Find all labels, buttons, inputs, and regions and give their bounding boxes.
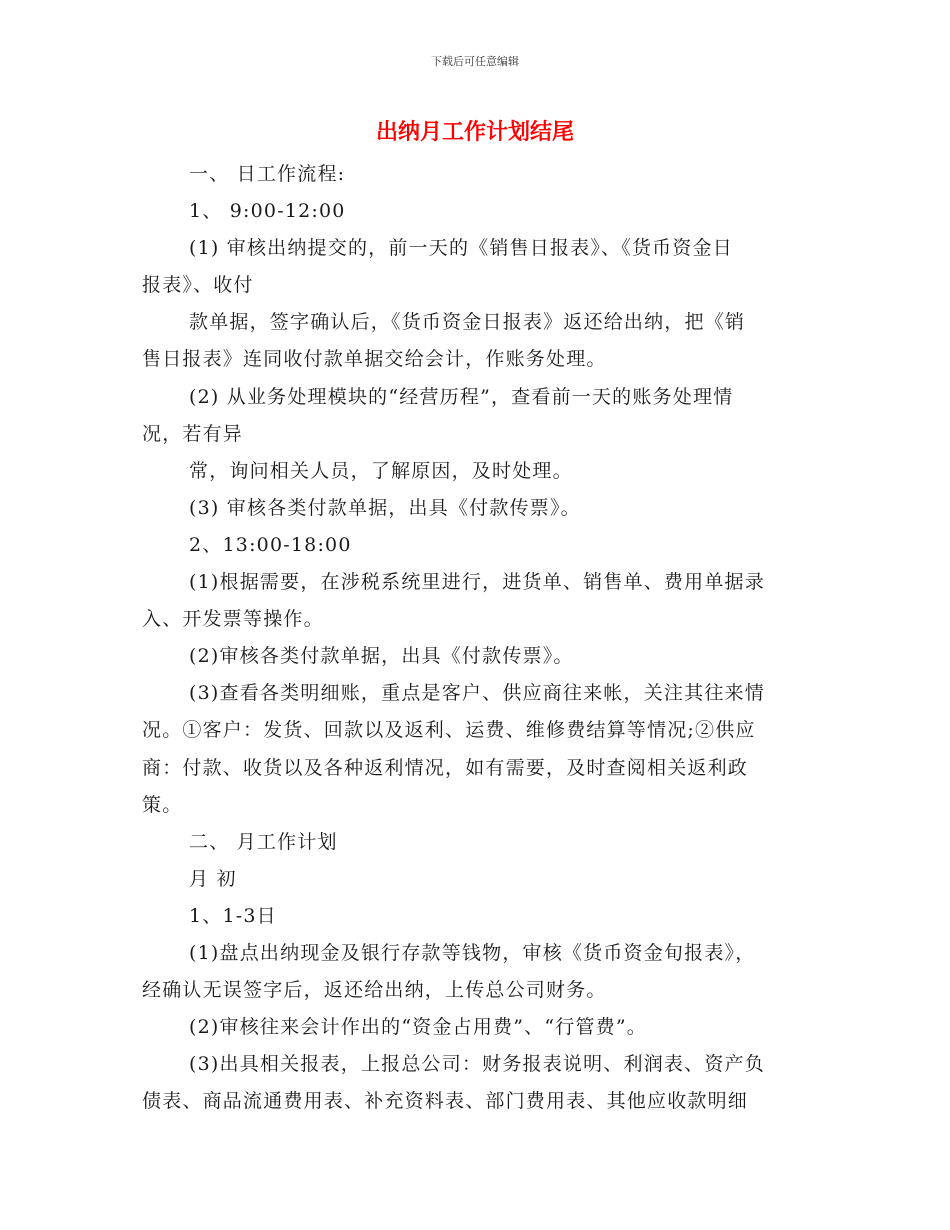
text-line: 商：付款、收货以及各种返利情况，如有需要，及时查阅相关返利政 [142,756,749,779]
text-line: 常，询问相关人员，了解原因，及时处理。 [189,459,573,482]
text-line: (3)出具相关报表，上报总公司：财务报表说明、利润表、资产负 [189,1053,765,1076]
text-line: 一、 日工作流程: [189,163,346,185]
text-line: 况，若有异 [142,422,244,445]
text-line: 报表》、收付 [142,274,254,297]
text-line: (1)根据需要，在涉税系统里进行，进货单、销售单、费用单据录 [189,571,765,594]
text-line: 售日报表》连同收付款单据交给会计，作账务处理。 [142,348,607,371]
text-line: (2)审核各类付款单据，出具《付款传票》。 [189,645,574,668]
text-line: 1、1-3日 [189,904,277,927]
text-line: 入、开发票等操作。 [142,608,324,631]
text-line: 款单据，签字确认后，《货币资金日报表》返还给出纳，把《销 [189,311,746,334]
text-line: 策。 [142,793,183,816]
text-line: 1、 9:00-12:00 [189,200,346,223]
text-line: (1)盘点出纳现金及银行存款等钱物，审核《货币资金旬报表》， [189,941,756,964]
text-line: (2) 从业务处理模块的“经营历程”，查看前一天的账务处理情 [189,385,734,408]
text-line: 况。①客户：发货、回款以及返利、运费、维修费结算等情况;②供应 [142,719,756,742]
text-line: (2)审核往来会计作出的“资金占用费”、“行管费”。 [189,1016,647,1039]
text-line: (3)查看各类明细账，重点是客户、供应商往来帐，关注其往来情 [189,682,765,705]
text-line: (1) 审核出纳提交的，前一天的《销售日报表》、《货币资金日 [189,237,733,260]
header-note: 下载后可任意编辑 [431,55,519,68]
text-line: 债表、商品流通费用表、补充资料表、部门费用表、其他应收款明细 [142,1090,749,1113]
text-line: 二、 月工作计划 [189,830,338,853]
text-line: (3) 审核各类付款单据，出具《付款传票》。 [189,496,581,519]
document-body [142,156,807,1120]
document-title: 出纳月工作计划结尾 [375,120,574,145]
text-line: 经确认无误签字后，返还给出纳，上传总公司财务。 [142,979,607,1002]
text-line: 月 初 [189,867,237,890]
text-line: 2、13:00-18:00 [189,533,352,556]
